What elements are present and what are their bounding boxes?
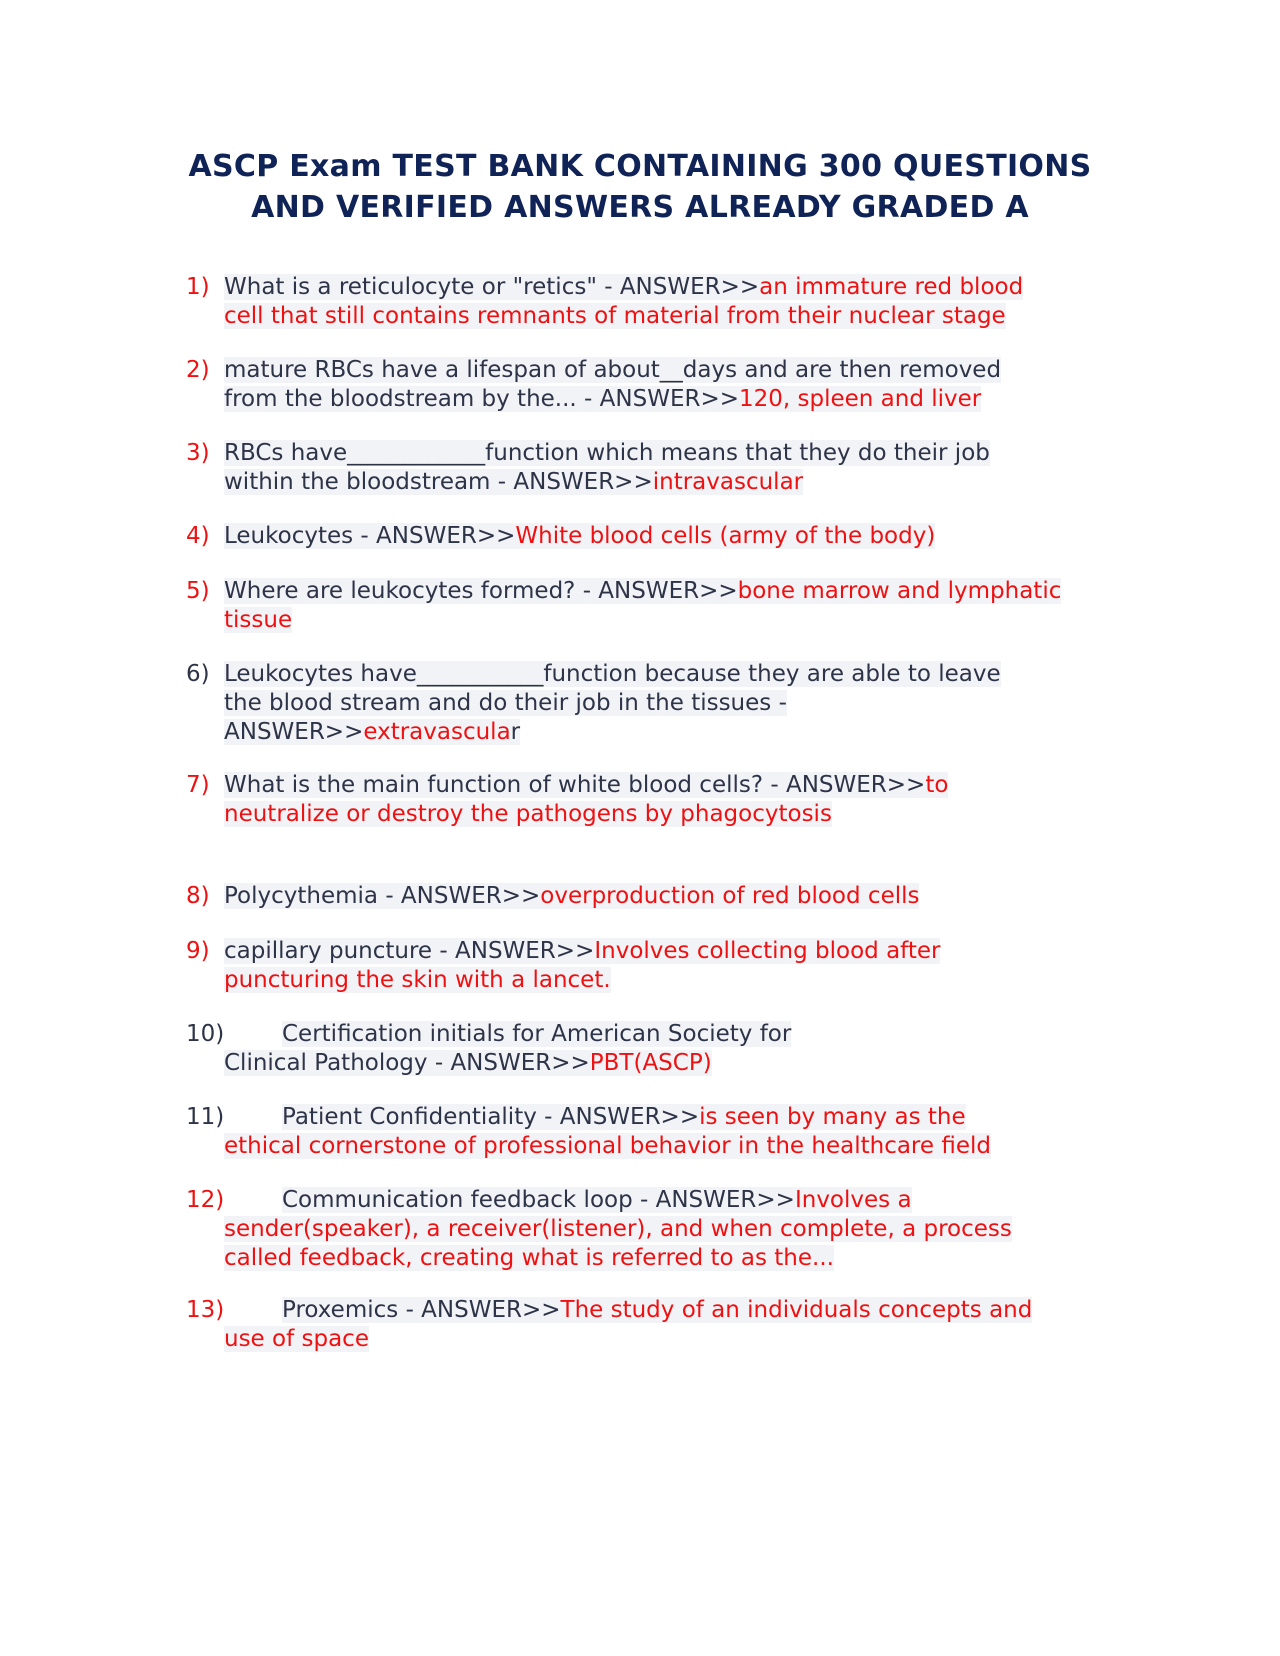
question-number: 11) [186,1104,225,1130]
question-item [186,356,1146,414]
question-item [186,1020,1146,1078]
question-number: 13) [186,1297,225,1323]
question-number: 4) [186,523,210,549]
question-number: 7) [186,772,210,798]
question-text: Certification initials for American Society for [282,1021,792,1047]
answer-text: ethical cornerstone of professional behavior in the healthcare field [224,1133,991,1159]
title-line-2: AND VERIFIED ANSWERS ALREADY GRADED A [251,190,1029,225]
question-text: Polycythemia - ANSWER>> [224,883,541,909]
question-item [186,1186,1146,1273]
question-number: 12) [186,1187,225,1213]
answer-text: puncturing the skin with a lancet. [224,967,611,993]
question-number: 9) [186,938,210,964]
answer-text: White blood cells (army of the body) [515,523,936,549]
question-item [186,1296,1146,1354]
question-text: What is the main function of white blood cells? - ANSWER>> [224,772,926,798]
answer-text: overproduction of red blood cells [540,883,920,909]
question-text: Where are leukocytes formed? - ANSWER>> [224,578,738,604]
question-text: Proxemics - ANSWER>> [282,1297,561,1323]
answer-text: is seen by many as the [699,1104,966,1130]
question-text: the blood stream and do their job in the tissues - [224,690,787,716]
answer-text: sender(speaker), a receiver(listener), and when complete, a process [224,1216,1012,1242]
answer-text: tissue [224,607,293,633]
answer-text: 120, spleen and liver [739,386,982,412]
question-text: Clinical Pathology - ANSWER>> [224,1050,590,1076]
question-number: 1) [186,274,210,300]
question-item [186,882,1146,911]
question-text: What is a reticulocyte or "retics" - ANSWER>> [224,274,760,300]
question-item [186,660,1146,747]
answer-text: PBT(ASCP) [589,1050,712,1076]
question-text: Patient Confidentiality - ANSWER>> [282,1104,700,1130]
question-text: capillary puncture - ANSWER>> [224,938,595,964]
answer-text: use of space [224,1326,369,1352]
question-item [186,771,1146,829]
answer-text: called feedback, creating what is referred to as the... [224,1245,834,1271]
answer-text: Involves a [794,1187,912,1213]
answer-text: The study of an individuals concepts and [560,1297,1033,1323]
answer-text: Involves collecting blood after [594,938,941,964]
question-item [186,522,1146,551]
question-item [186,1103,1146,1161]
question-text: from the bloodstream by the... - ANSWER>> [224,386,739,412]
question-text: Leukocytes - ANSWER>> [224,523,516,549]
question-text: mature RBCs have a lifespan of about__days and are then removed [224,357,1002,383]
question-item [186,273,1146,331]
answer-text: bone marrow and lymphatic [737,578,1062,604]
answer-text: intravascular [652,469,804,495]
question-number: 5) [186,578,210,604]
answer-text: extravascula [363,719,511,745]
question-number: 2) [186,357,210,383]
question-number: 10) [186,1021,225,1047]
question-item [186,937,1146,995]
answer-text: neutralize or destroy the pathogens by phagocytosis [224,801,832,827]
question-text: RBCs have____________function which means that they do their job [224,440,990,466]
question-text: ANSWER>> [224,719,364,745]
title-line-1: ASCP Exam TEST BANK CONTAINING 300 QUESTIONS [188,149,1092,184]
question-item [186,577,1146,635]
question-text: Leukocytes have___________function because they are able to leave [224,661,1001,687]
question-text: Communication feedback loop - ANSWER>> [282,1187,795,1213]
answer-tail-text: r [510,719,521,745]
question-number: 8) [186,883,210,909]
question-text: within the bloodstream - ANSWER>> [224,469,653,495]
answer-text: cell that still contains remnants of material from their nuclear stage [224,303,1006,329]
answer-text: to [925,772,949,798]
question-item [186,439,1146,497]
question-number: 6) [186,661,210,687]
question-number: 3) [186,440,210,466]
answer-text: an immature red blood [759,274,1024,300]
